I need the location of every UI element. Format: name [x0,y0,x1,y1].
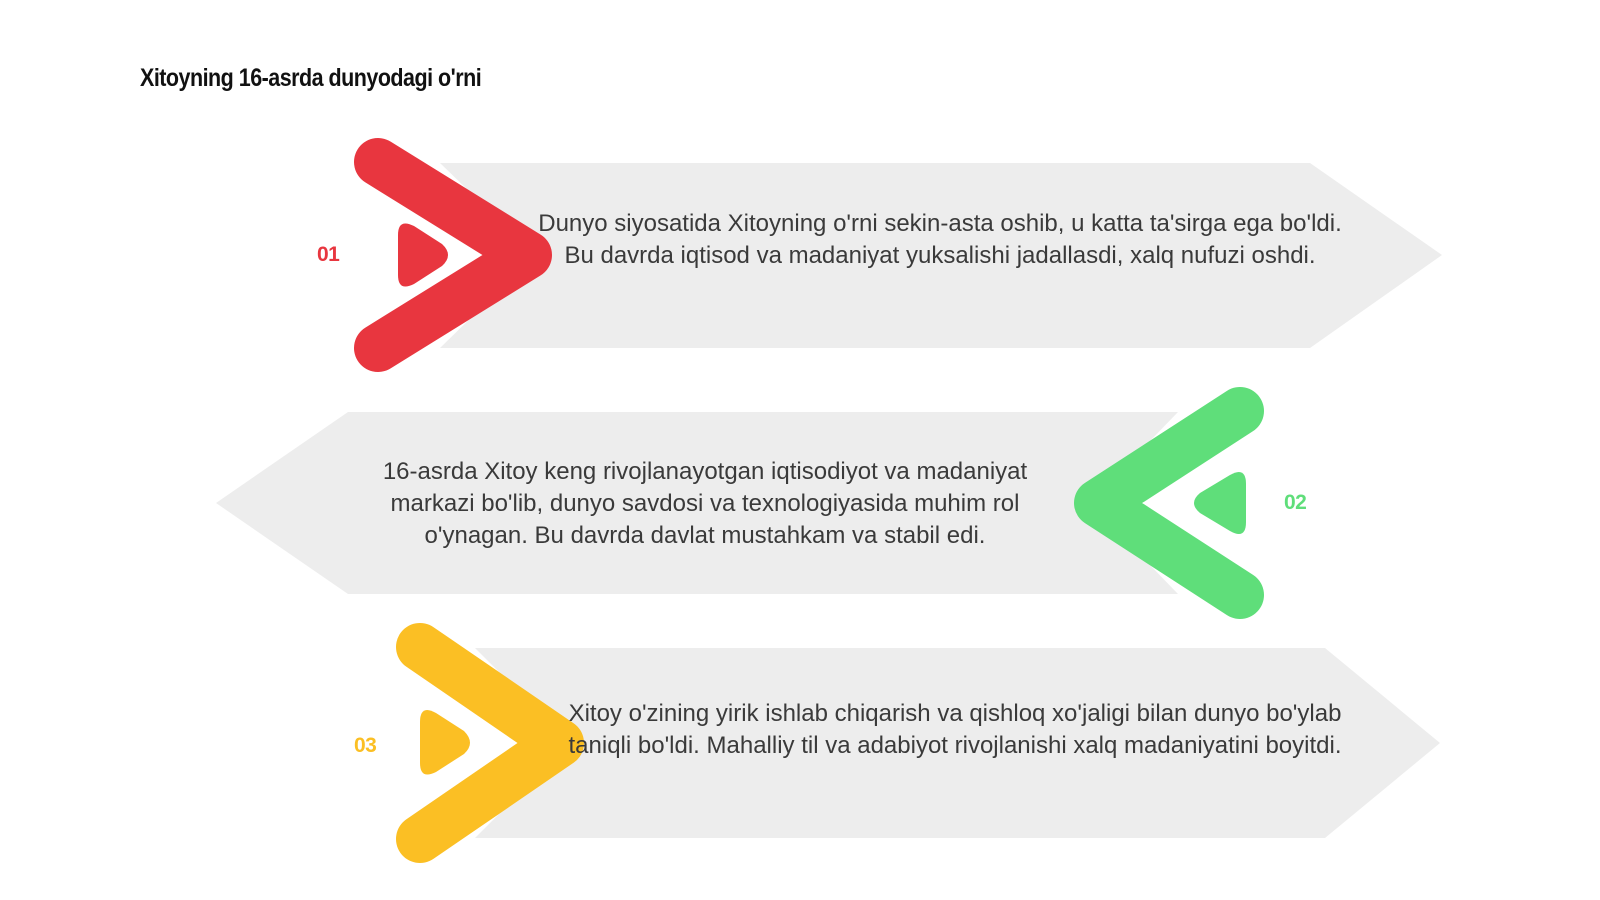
step-3-play-icon [420,710,470,775]
step-3-number: 03 [354,734,377,757]
step-1-number: 01 [317,243,340,266]
step-3-text: Xitoy o'zining yirik ishlab chiqarish va qishloq xo'jaligi bilan dunyo bo'ylab taniqli bo'ldi. Mahalliy til va adabiyot rivojlanishi xalq madaniyatini boyitdi. [568,700,1342,759]
step-1-text: Dunyo siyosatida Xitoyning o'rni sekin-asta oshib, u katta ta'sirga ega bo'ldi. Bu davrda iqtisod va madaniyat yuksalishi jadallasdi, xalq nufuzi oshdi. [538,210,1342,269]
slide-title: Xitoyning 16-asrda dunyodagi o'rni [140,64,482,92]
step-2-text: 16-asrda Xitoy keng rivojlanayotgan iqtisodiyot va madaniyat markazi bo'lib, dunyo savdosi va texnologiyasida muhim rol o'ynagan. Bu davrda davlat mustahkam va stabil edi. [382,458,1028,549]
step-2-number: 02 [1284,491,1307,514]
